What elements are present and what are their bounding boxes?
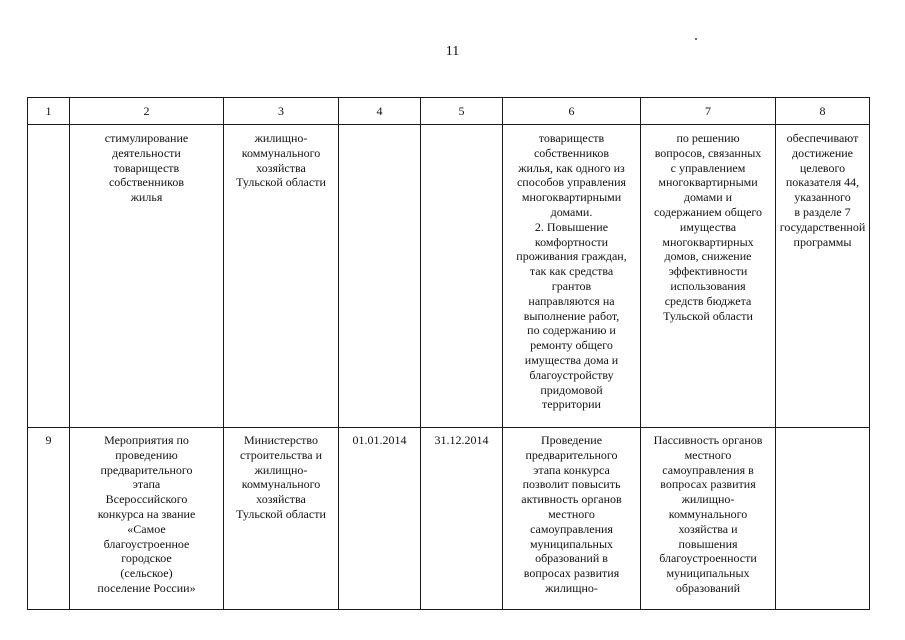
row-number-cell: 9 bbox=[28, 428, 70, 610]
measure-name-cell: стимулирование деятельности товариществ собственников жилья bbox=[70, 125, 224, 428]
indicator-link-cell: обеспечивают достижение целевого показателя 44, указанного в разделе 7 государственной программы bbox=[776, 125, 870, 428]
measure-name-cell: Мероприятия по проведению предварительного этапа Всероссийского конкурса на звание «Самое благоустроенное городское (сельское) поселение России» bbox=[70, 428, 224, 610]
header-cell-1: 1 bbox=[28, 98, 70, 125]
end-date-cell: 31.12.2014 bbox=[421, 428, 503, 610]
end-date-cell bbox=[421, 125, 503, 428]
start-date-cell: 01.01.2014 bbox=[339, 428, 421, 610]
executor-cell: жилищно- коммунального хозяйства Тульской области bbox=[224, 125, 339, 428]
expected-result-cell: Проведение предварительного этапа конкурса позволит повысить активность органов местного самоуправления муниципальных образований в вопросах развития жилищно- bbox=[503, 428, 641, 610]
program-table bbox=[27, 97, 870, 610]
consequences-cell: по решению вопросов, связанных с управлением многоквартирными домами и содержанием общего имущества многоквартирных домов, снижение эффективности использования средств бюджета Тульской области bbox=[641, 125, 776, 428]
header-cell-4: 4 bbox=[339, 98, 421, 125]
header-cell-6: 6 bbox=[503, 98, 641, 125]
header-cell-2: 2 bbox=[70, 98, 224, 125]
row-number-cell bbox=[28, 125, 70, 428]
page-number: 11 bbox=[445, 44, 460, 59]
table-row bbox=[28, 125, 870, 428]
header-row bbox=[28, 98, 870, 125]
expected-result-cell: товариществ собственников жилья, как одного из способов управления многоквартирными домами. 2. Повышение комфортности проживания граждан, так как средства грантов направляются на выполнение работ, по содержанию и ремонту общего имущества дома и благоустройству придомовой территории bbox=[503, 125, 641, 428]
indicator-link-cell bbox=[776, 428, 870, 610]
start-date-cell bbox=[339, 125, 421, 428]
header-cell-8: 8 bbox=[776, 98, 870, 125]
consequences-cell: Пассивность органов местного самоуправления в вопросах развития жилищно- коммунального хозяйства и повышения благоустроенности муниципальных образований bbox=[641, 428, 776, 610]
header-cell-5: 5 bbox=[421, 98, 503, 125]
header-cell-7: 7 bbox=[641, 98, 776, 125]
header-cell-3: 3 bbox=[224, 98, 339, 125]
table-row bbox=[28, 428, 870, 610]
executor-cell: Министерство строительства и жилищно- коммунального хозяйства Тульской области bbox=[224, 428, 339, 610]
scan-speck bbox=[695, 38, 697, 40]
